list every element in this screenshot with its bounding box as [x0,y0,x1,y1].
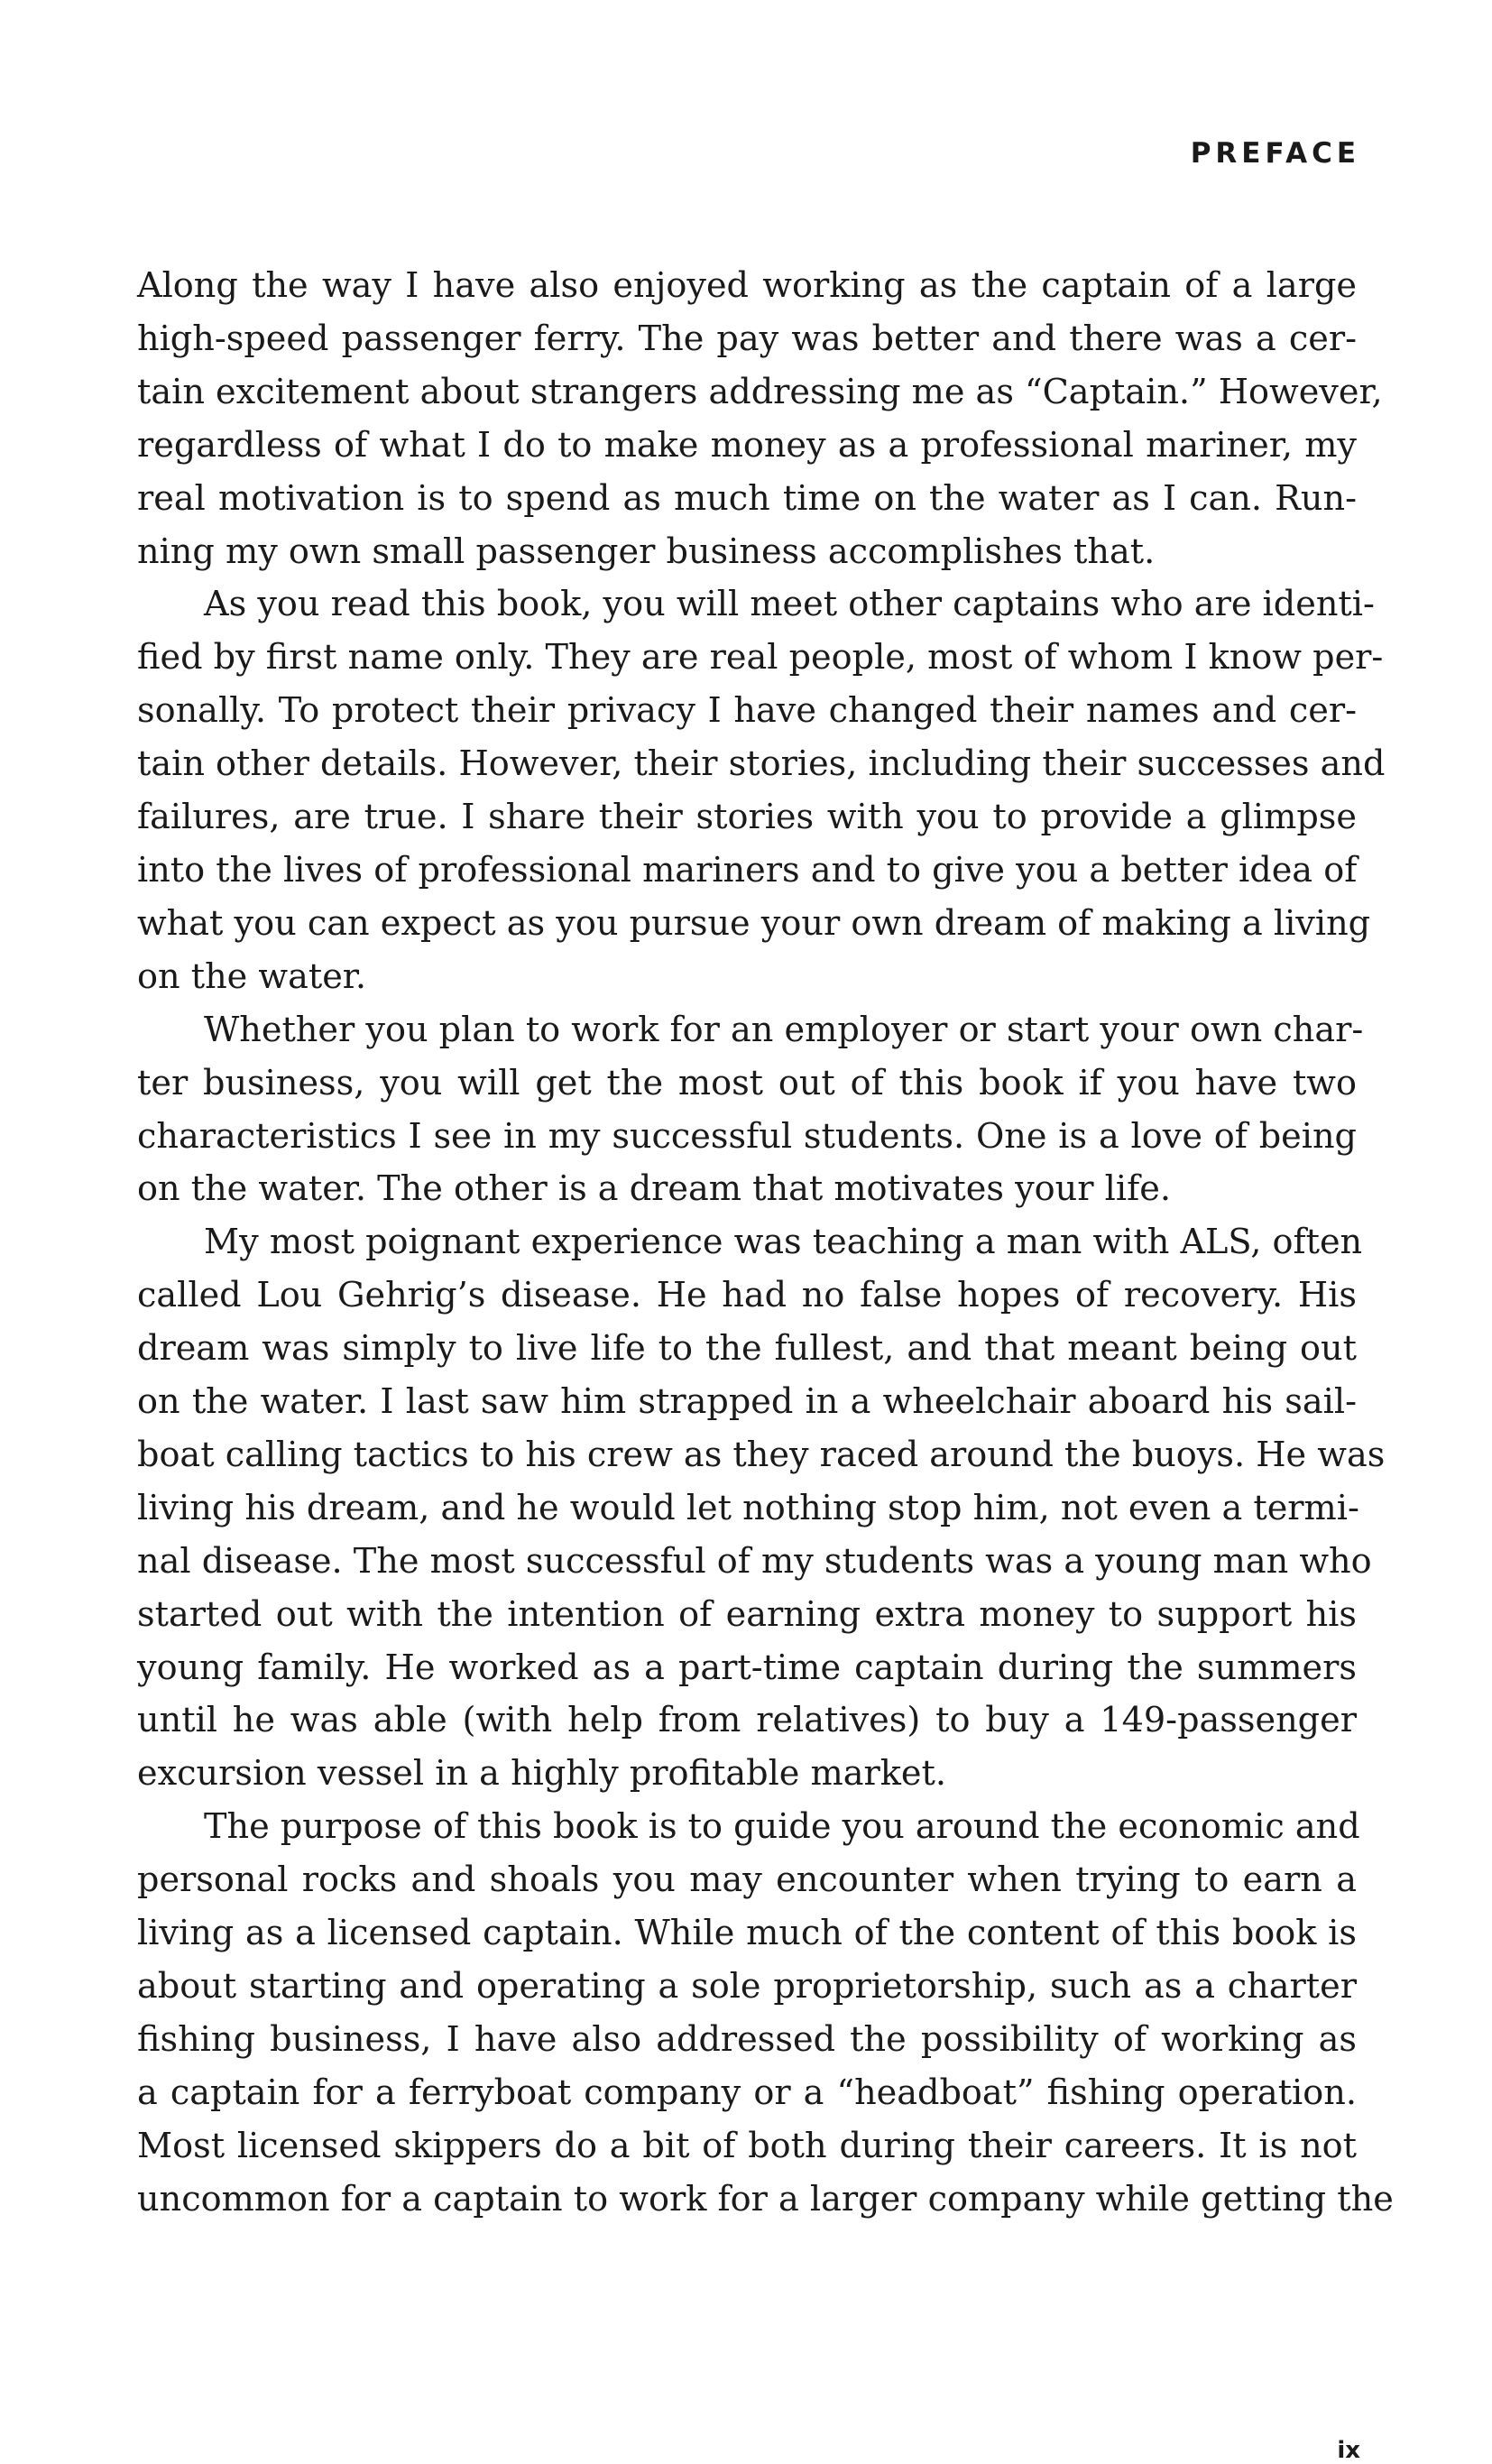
text-line: started out with the intention of earning extra money to support his [137,1594,1357,1635]
text-line: real motivation is to spend as much time on the water as I can. Run- [137,478,1357,519]
text-line: high-speed passenger ferry. The pay was better and there was a cer- [137,318,1357,359]
text-line: ning my own small passenger business accomplishes that. [137,531,1156,572]
text-line: sonally. To protect their privacy I have changed their names and cer- [137,691,1357,732]
text-line: called Lou Gehrig’s disease. He had no false hopes of recovery. His [137,1276,1357,1316]
page-number: ix [1337,2437,1360,2464]
text-line: a captain for a ferryboat company or a “headboat” fishing operation. [137,2072,1357,2113]
text-line: excursion vessel in a highly profitable market. [137,1754,946,1795]
paragraph [137,1004,1364,1217]
text-line: failures, are true. I share their stories with you to provide a glimpse [137,798,1357,838]
text-line: Whether you plan to work for an employer or start your own char- [204,1010,1364,1050]
text-line: living as a licensed captain. While much of the content of this book is [137,1914,1357,1954]
text-line: characteristics I see in my successful students. One is a love of being [137,1116,1357,1157]
text-line: about starting and operating a sole proprietorship, such as a charter [137,1967,1357,2007]
text-line: living his dream, and he would let nothing stop him, not even a termi- [137,1488,1359,1528]
text-line: As you read this book, you will meet other captains who are identi- [204,585,1375,625]
text-line: fishing business, I have also addressed the possibility of working as [137,2019,1357,2060]
running-head: PREFACE [1190,137,1360,170]
text-line: The purpose of this book is to guide you around the economic and [204,1807,1360,1848]
body-text [137,260,1394,2227]
text-line: Along the way I have also enjoyed working as the captain of a large [137,266,1357,306]
paragraph [137,1801,1394,2226]
text-line: until he was able (with help from relatives) to buy a 149-passenger [137,1701,1357,1741]
text-line: My most poignant experience was teaching a man with ALS, often [204,1223,1363,1263]
paragraph [137,260,1383,578]
text-line: young family. He worked as a part-time captain during the summers [137,1647,1357,1688]
text-line: tain excitement about strangers addressing me as “Captain.” However, [137,372,1383,412]
text-line: on the water. I last saw him strapped in a wheelchair aboard his sail- [137,1382,1357,1423]
text-line: tain other details. However, their stories, including their successes and [137,744,1386,785]
text-line: on the water. [137,956,366,997]
text-line: uncommon for a captain to work for a larger company while getting the [137,2179,1394,2219]
text-line: on the water. The other is a dream that motivates your life. [137,1169,1171,1210]
text-line: personal rocks and shoals you may encounter when trying to earn a [137,1860,1357,1901]
text-line: boat calling tactics to his crew as they raced around the buoys. He was [137,1435,1386,1475]
text-line: Most licensed skippers do a bit of both during their careers. It is not [137,2126,1357,2166]
text-line: nal disease. The most successful of my students was a young man who [137,1541,1372,1582]
text-line: fied by first name only. They are real people, most of whom I know per- [137,638,1384,678]
text-line: regardless of what I do to make money as a professional mariner, my [137,425,1357,466]
text-line: into the lives of professional mariners and to give you a better idea of [137,850,1358,891]
text-line: what you can expect as you pursue your own dream of making a living [137,903,1371,944]
paragraph [137,1216,1386,1801]
text-line: dream was simply to live life to the fullest, and that meant being out [137,1329,1357,1370]
paragraph [137,578,1386,1003]
text-line: ter business, you will get the most out of this book if you have two [137,1063,1357,1103]
